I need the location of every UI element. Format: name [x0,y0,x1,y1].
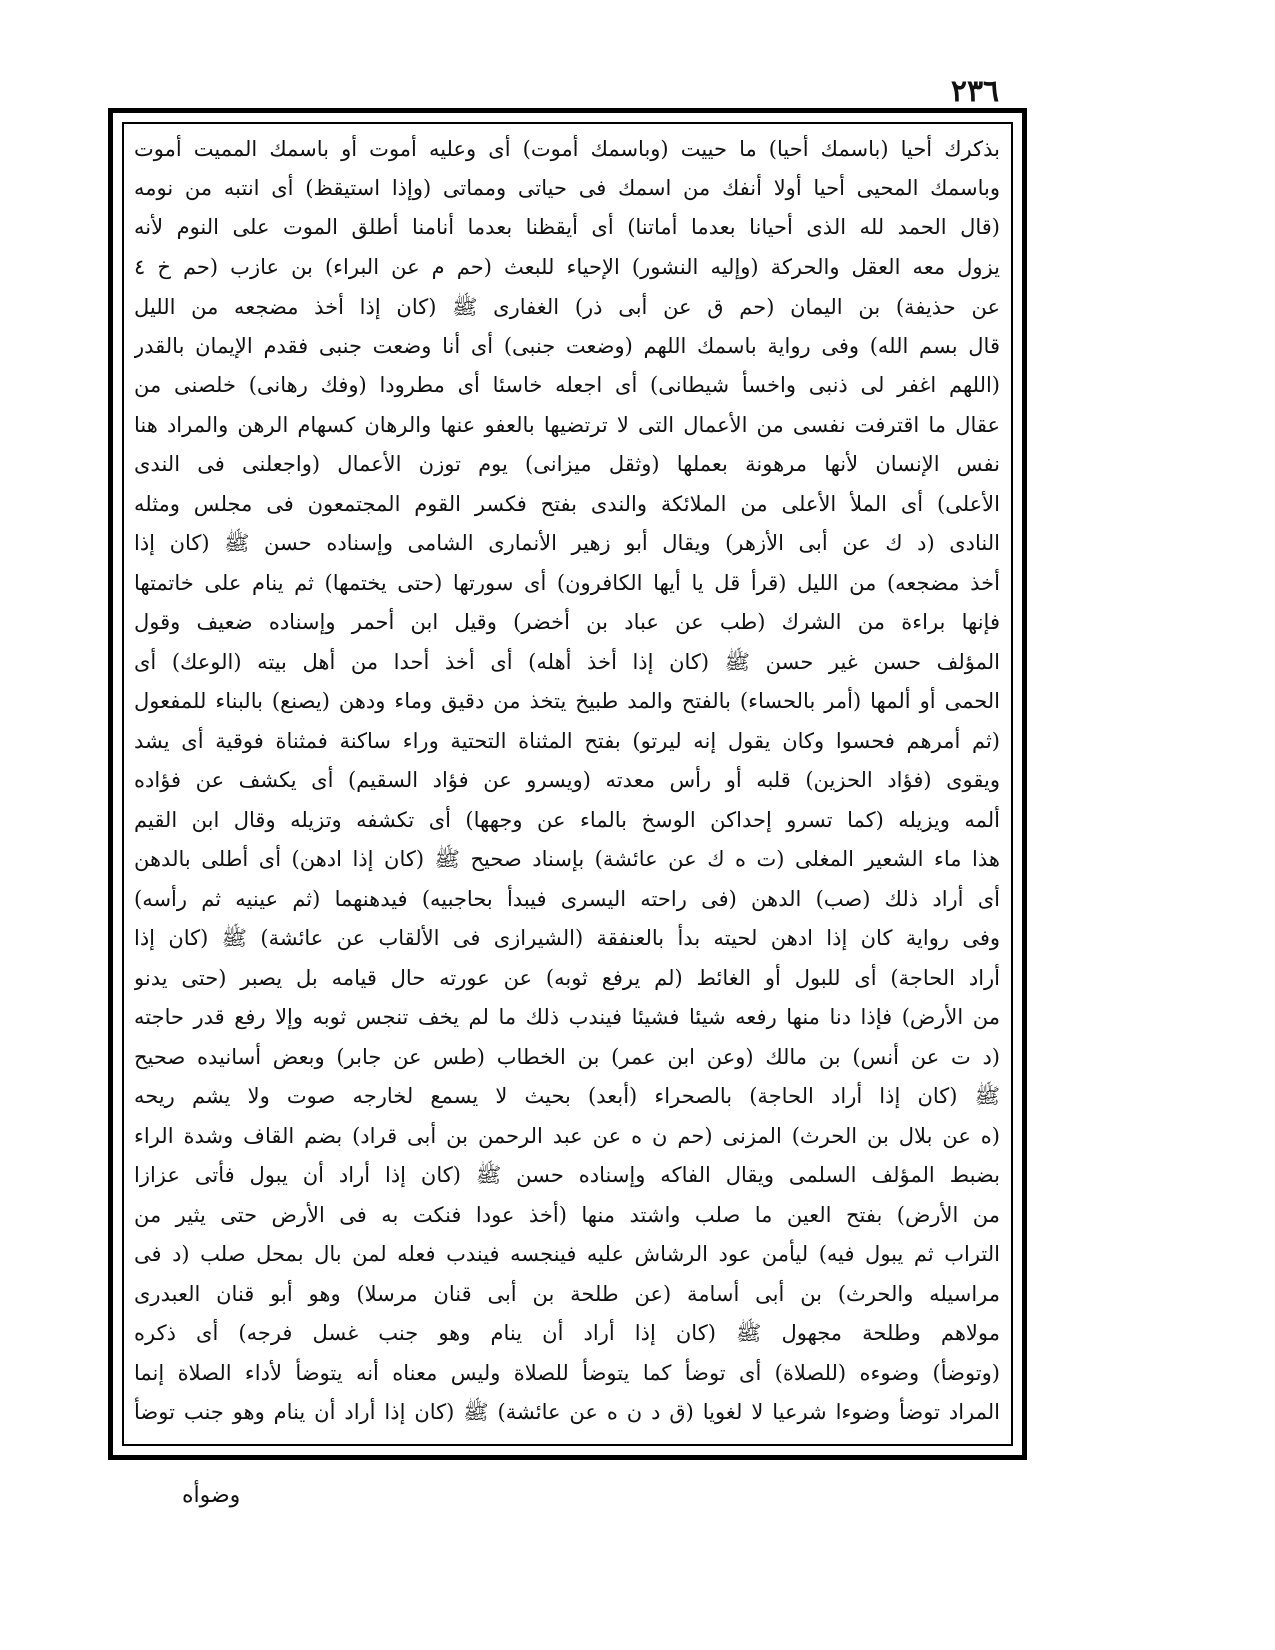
text-line: عقال ما اقترفت نفسى من الأعمال التى لا ترتضيها بالعفو عنها والرهان كسهام الرهن والمراد هنا [134,413,1000,437]
text-line: النادى (د ك عن أبى الأزهر) ويقال أبو زهير الأنمارى الشامى وإسناده حسن ﷺ (كان إذا [134,531,1000,555]
text-line: ﷺ (كان إذا أراد الحاجة) بالصحراء (أبعد) بحيث لا يسمع لخارجه صوت ولا يشم ريحه [134,1084,1000,1108]
text-line: أراد الحاجة) أى للبول أو الغائط (لم يرفع ثوبه) عن عورته حال قيامه بل يصبر (حتى يدنو [134,966,1000,990]
text-line: أى أراد ذلك (صب) الدهن (فى راحته اليسرى فيبدأ بحاجبيه) فيدهنهما (ثم عينيه ثم رأسه) [134,887,1000,911]
text-line: (وتوضأ) وضوءه (للصلاة) أى توضأ كما يتوضأ للصلاة وليس معناه أنه يتوضأ لأداء الصلاة إنما [134,1361,1000,1385]
text-line: (ه عن بلال بن الحرث) المزنى (حم ن ه عن عبد الرحمن بن أبى قراد) بضم القاف وشدة الراء [134,1124,1000,1148]
text-line: (ثم أمرهم فحسوا وكان يقول إنه ليرتو) بفتح المثناة التحتية وراء ساكنة فمثناة فوقية أى يشد [134,729,1000,753]
catchword: وضوأه [182,1483,241,1508]
text-line: التراب ثم يبول فيه) ليأمن عود الرشاش عليه فينجسه فيندب فعله لمن بال بمحل صلب (د فى [134,1242,1000,1266]
page-number: ٢٣٦ [950,74,1000,109]
text-line: من الأرض) فإذا دنا منها رفعه شيئا فشيئا فيندب ذلك ما لم يخف تنجس ثوبه وإلا رفع قدر حاجته [134,1005,1000,1029]
text-line: المراد توضأ وضوءا شرعيا لا لغويا (ق د ن ه عن عائشة) ﷺ (كان إذا أراد أن ينام وهو جنب توضأ [134,1400,1000,1424]
text-line: نفس الإنسان لأنها مرهونة بعملها (وثقل ميزانى) يوم توزن الأعمال (واجعلنى فى الندى [134,452,1000,476]
text-line: قال بسم الله) وفى رواية باسمك اللهم (وضعت جنبى) أى أنا وضعت جنبى فقدم الإيمان بالقدر [134,334,1000,358]
text-line: الأعلى) أى الملأ الأعلى من الملائكة والندى بفتح فكسر القوم المجتمعون فى مجلس ومثله [134,492,1000,516]
text-line: مولاهم وطلحة مجهول ﷺ (كان إذا أراد أن ينام وهو جنب غسل فرجه) أى ذكره [134,1321,1000,1345]
text-line: (قال الحمد لله الذى أحيانا بعدما أماتنا) أى أيقظنا بعدما أنامنا أطلق الموت على النوم لأنه [134,215,1000,239]
text-line: عن حذيفة) بن اليمان (حم ق عن أبى ذر) الغفارى ﷺ (كان إذا أخذ مضجعه من الليل [134,295,1000,319]
text-line: (د ت عن أنس) بن مالك (وعن ابن عمر) بن الخطاب (طس عن جابر) وبعض أسانيده صحيح [134,1045,1000,1069]
text-line: هذا ماء الشعير المغلى (ت ه ك عن عائشة) بإسناد صحيح ﷺ (كان إذا ادهن) أى أطلى بالدهن [134,847,1000,871]
text-line: ألمه ويزيله (كما تسرو إحداكن الوسخ بالماء عن وجهها) أى تكشفه وتزيله وقال ابن القيم [134,808,1000,832]
text-line: بضبط المؤلف السلمى ويقال الفاكه وإسناده حسن ﷺ (كان إذا أراد أن يبول فأتى عزازا [134,1163,1000,1187]
text-line: أخذ مضجعه) من الليل (قرأ قل يا أيها الكافرون) أى سورتها (حتى يختمها) ثم ينام على خاتمتها [134,571,1000,595]
text-line: (اللهم اغفر لى ذنبى واخسأ شيطانى) أى اجعله خاسئا أى مطرودا (وفك رهانى) خلصنى من [134,373,1000,397]
text-line: الحمى أو ألمها (أمر بالحساء) بالفتح والمد طبيخ يتخذ من دقيق وماء ودهن (يصنع) بالبناء للمفعول [134,689,1000,713]
text-line: وفى رواية كان إذا ادهن لحيته بدأ بالعنفقة (الشيرازى فى الألقاب عن عائشة) ﷺ (كان إذا [134,926,1000,950]
commentary-text-block [134,128,1000,1440]
text-line: المؤلف حسن غير حسن ﷺ (كان إذا أخذ أهله) أى أخذ أحدا من أهل بيته (الوعك) أى [134,650,1000,674]
text-line: فإنها براءة من الشرك (طب عن عباد بن أخضر) وقيل ابن أحمر وإسناده ضعيف وقول [134,610,1000,634]
text-line: يزول معه العقل والحركة (وإليه النشور) الإحياء للبعث (حم م عن البراء) بن عازب (حم خ ٤ [134,255,1000,279]
text-line: ويقوى (فؤاد الحزين) قلبه أو رأس معدته (ويسرو عن فؤاد السقيم) أى يكشف عن فؤاده [134,768,1000,792]
text-line: بذكرك أحيا (باسمك أحيا) ما حييت (وباسمك أموت) أى وعليه أموت أو باسمك المميت أموت [134,137,1000,161]
text-line: وباسمك المحيى أحيا أولا أنفك من اسمك فى حياتى ومماتى (وإذا استيقظ) أى انتبه من نومه [134,176,1000,200]
text-line: من الأرض) بفتح العين ما صلب واشتد منها (أخذ عودا فنكت به فى الأرض حتى يثير من [134,1203,1000,1227]
text-line: مراسيله والحرث) بن أبى أسامة (عن طلحة بن أبى قنان مرسلا) وهو أبو قنان العبدرى [134,1282,1000,1306]
